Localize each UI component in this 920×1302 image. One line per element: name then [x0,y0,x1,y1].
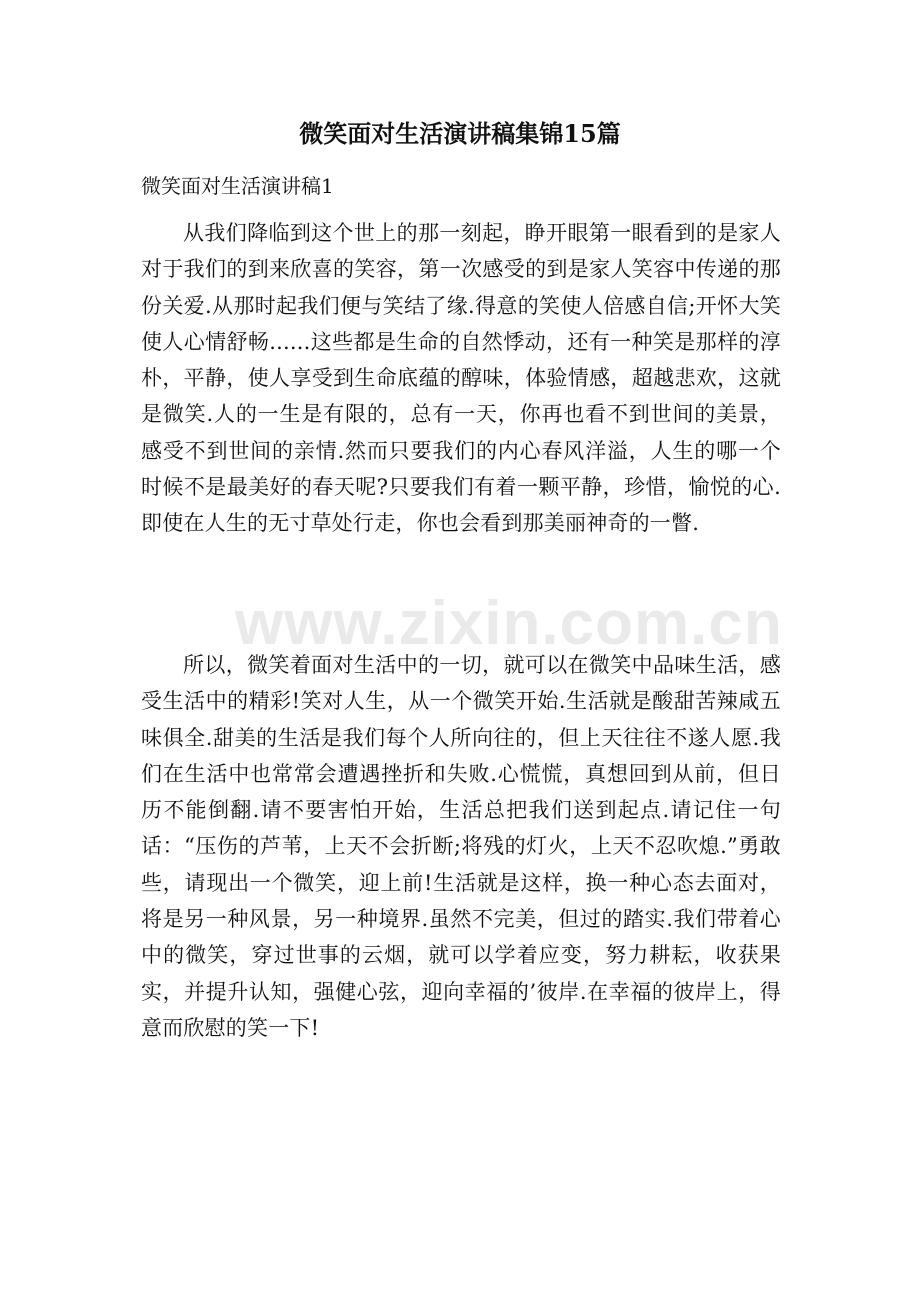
paragraph-1: 从我们降临到这个世上的那一刻起，睁开眼第一眼看到的是家人对于我们的到来欣喜的笑容，第一次感受的到是家人笑容中传递的那份关爱.从那时起我们便与笑结了缘.得意的笑使人倍感自信;开怀大笑使人心情舒畅......这些都是生命的自然悸动，还有一种笑是那样的淳朴，平静，使人享受到生命底蕴的醇味，体验情感，超越悲欢，这就是微笑.人的一生是有限的，总有一天，你再也看不到世间的美景，感受不到世间的亲情.然而只要我们的内心春风洋溢，人生的哪一个时候不是最美好的春天呢?只要我们有着一颗平静，珍惜，愉悦的心.即使在人生的无寸草处行走，你也会看到那美丽神奇的一瞥. [141,221,781,536]
section-subtitle: 微笑面对生活演讲稿1 [141,174,334,198]
document-title: 微笑面对生活演讲稿集锦15篇 [299,119,621,148]
paragraph-2: 所以，微笑着面对生活中的一切，就可以在微笑中品味生活，感受生活中的精彩!笑对人生，从一个微笑开始.生活就是酸甜苦辣咸五味俱全.甜美的生活是我们每个人所向往的，但上天往往不遂人愿.我们在生活中也常常会遭遇挫折和失败.心慌慌，真想回到从前，但日历不能倒翻.请不要害怕开始，生活总把我们送到起点.请记住一句话：“压伤的芦苇，上天不会折断;将残的灯火，上天不忍吹熄.”勇敢些，请现出一个微笑，迎上前!生活就是这样，换一种心态去面对，将是另一种风景，另一种境界.虽然不完美，但过的踏实.我们带着心中的微笑，穿过世事的云烟，就可以学着应变，努力耕耘，收获果实，并提升认知，强健心弦，迎向幸福的’彼岸.在幸福的彼岸上，得意而欣慰的笑一下! [141,653,781,1040]
watermark: www.zixin.com.cn [235,589,783,658]
